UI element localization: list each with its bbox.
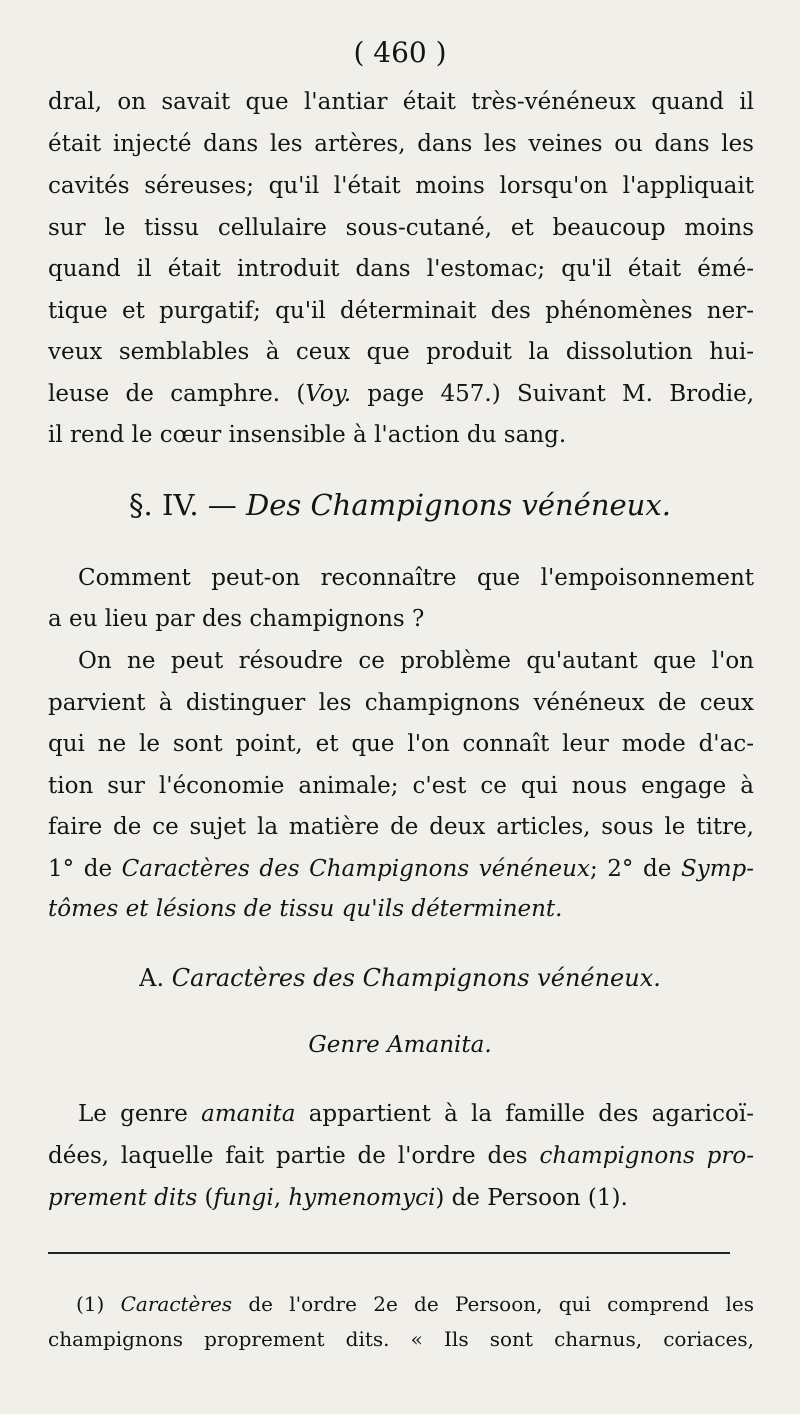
italic-run: hymenomyci (288, 1185, 436, 1211)
text-line: Comment peut-on reconnaître que l'empoisonnement (78, 565, 754, 591)
italic-run: fungi (213, 1185, 274, 1211)
text-line (48, 379, 754, 409)
text-line (48, 854, 754, 884)
text-line: dral, on savait que l'antiar était très-vénéneux quand il (48, 89, 754, 115)
text-line: a eu lieu par des champignons ? (48, 606, 425, 632)
text-line (48, 1183, 754, 1213)
text-run: ; 2° de (589, 856, 681, 882)
text-line (48, 1141, 754, 1171)
text-run: , (273, 1185, 289, 1211)
text-line: tique et purgatif; qu'il déterminait des phénomènes ner- (48, 298, 754, 324)
text-line: quand il était introduit dans l'estomac; qu'il était émé- (48, 256, 754, 282)
text-line: veux semblables à ceux que produit la dissolution hui- (48, 339, 754, 365)
genre-heading: Genre Amanita. (308, 1032, 492, 1058)
italic-run: Caractères des Champignons vénéneux (121, 856, 590, 882)
italic-run: amanita (201, 1101, 296, 1127)
italic-run: Caractères (120, 1292, 233, 1316)
section-heading (0, 488, 800, 522)
text-run: dées, laquelle fait partie de l'ordre des (48, 1143, 540, 1169)
subsection-title: Caractères des Champignons vénéneux. (171, 964, 661, 992)
page-number: ( 460 ) (353, 36, 447, 69)
text-line: On ne peut résoudre ce problème qu'autant que l'on (78, 648, 754, 674)
text-run: 1° de (48, 856, 122, 882)
footnote-divider (48, 1252, 730, 1254)
text-line: il rend le cœur insensible à l'action du sang. (48, 422, 567, 448)
text-run: page 457.) Suivant M. Brodie, (367, 381, 755, 407)
footnote-marker: (1) (76, 1292, 121, 1316)
text-run: leuse de camphre. ( (48, 381, 306, 407)
footnote-line: champignons proprement dits. « Ils sont charnus, coriaces, (48, 1327, 754, 1351)
italic-run: tômes et lésions de tissu qu'ils déterminent. (48, 896, 563, 922)
italic-run: prement dits (48, 1185, 198, 1211)
section-number: §. IV. — (129, 488, 246, 522)
section-title: Des Champignons vénéneux. (245, 488, 671, 522)
text-line: sur le tissu cellulaire sous-cutané, et beaucoup moins (48, 215, 754, 241)
text-run: de l'ordre 2e de Persoon, qui comprend les (232, 1292, 754, 1316)
italic-run: Voy. (305, 381, 352, 407)
text-run: Le genre (78, 1101, 202, 1127)
text-run: appartient à la famille des agaricoï- (295, 1101, 754, 1127)
subsection-letter: A. (139, 964, 172, 992)
text-line (48, 894, 754, 924)
italic-run: champignons pro- (539, 1143, 755, 1169)
footnote-line (76, 1289, 754, 1319)
text-line: qui ne le sont point, et que l'on connaît leur mode d'ac- (48, 731, 754, 757)
text-line: tion sur l'économie animale; c'est ce qui nous engage à (48, 773, 754, 799)
subsection-heading (0, 964, 800, 992)
text-line: était injecté dans les artères, dans les veines ou dans les (48, 131, 754, 157)
text-run: ) de Persoon (1). (435, 1185, 628, 1211)
text-line: parvient à distinguer les champignons vénéneux de ceux (48, 690, 754, 716)
text-line: cavités séreuses; qu'il l'était moins lorsqu'on l'appliquait (48, 173, 754, 199)
text-line (78, 1099, 754, 1129)
text-line: faire de ce sujet la matière de deux articles, sous le titre, (48, 814, 754, 840)
italic-run: Symp- (680, 856, 754, 882)
text-run: ( (197, 1185, 214, 1211)
